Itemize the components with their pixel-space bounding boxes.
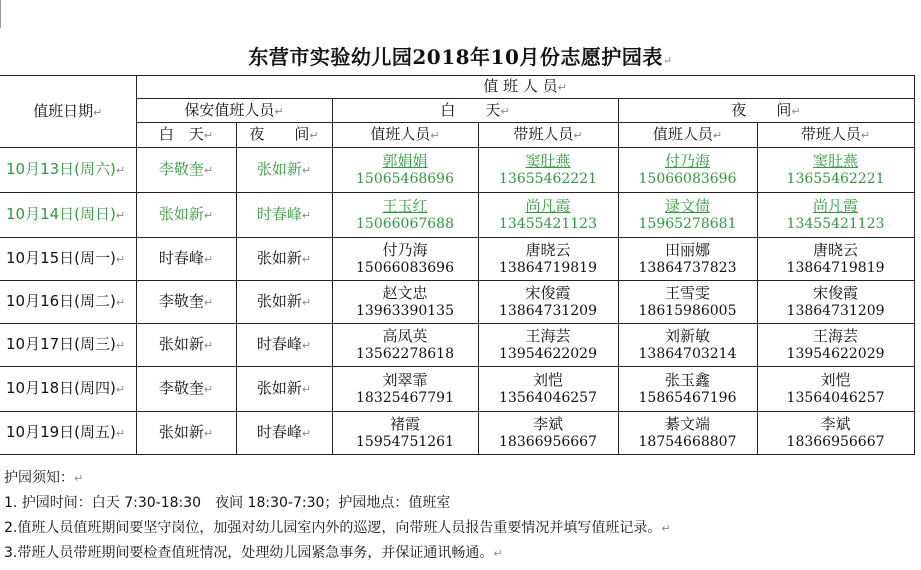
table-row	[0, 367, 914, 412]
person-name: 綦文端	[664, 415, 710, 433]
notes-section	[4, 466, 914, 566]
security-day-cell: 李敬奎↵	[136, 281, 236, 324]
security-day-header: 白 天↵	[136, 123, 236, 148]
security-night-cell: 张如新↵	[236, 148, 332, 193]
table-row	[0, 324, 914, 367]
duty-date-cell: 10月18日(周四)↵	[0, 367, 136, 412]
person-name: 宋俊霞	[525, 284, 571, 302]
day-lead-cell	[478, 281, 618, 324]
security-day-cell: 李敬奎↵	[136, 148, 236, 193]
person-name: 唐晓云	[813, 241, 859, 259]
phone-number: 13564046257	[499, 390, 597, 406]
security-header: 保安值班人员↵	[136, 99, 332, 123]
phone-number: 13562278618	[356, 346, 454, 362]
security-night-header: 夜 间↵	[236, 123, 332, 148]
person-name: 逯文债	[664, 197, 710, 215]
phone-number: 18325467791	[356, 390, 454, 406]
phone-number: 15954751261	[356, 434, 454, 450]
person-name: 李斌	[532, 415, 563, 433]
night-duty-cell	[618, 193, 757, 238]
table-row	[0, 238, 914, 281]
security-day-cell: 张如新↵	[136, 193, 236, 238]
night-duty-header: 值班人员↵	[618, 123, 757, 148]
phone-number: 15065468696	[356, 171, 454, 187]
person-name: 王海芸	[813, 327, 859, 345]
person-name: 张玉鑫	[664, 371, 710, 389]
day-duty-header: 值班人员↵	[332, 123, 478, 148]
person-name: 唐晓云	[525, 241, 571, 259]
night-duty-cell	[618, 367, 757, 412]
day-duty-cell	[332, 281, 478, 324]
night-lead-cell	[757, 281, 914, 324]
person-name: 高凤英	[382, 327, 428, 345]
document-title	[0, 41, 921, 70]
phone-number: 13564046257	[786, 390, 885, 406]
phone-number: 13963390135	[356, 303, 454, 319]
security-night-cell: 张如新↵	[236, 367, 332, 412]
duty-date-cell: 10月17日(周三)↵	[0, 324, 136, 367]
phone-number: 13864737823	[638, 260, 737, 276]
security-night-cell: 时春峰↵	[236, 412, 332, 455]
table-row	[0, 281, 914, 324]
person-name: 王玉红	[382, 197, 428, 215]
phone-number: 15066067688	[356, 216, 454, 232]
duty-date-cell: 10月15日(周一)↵	[0, 238, 136, 281]
day-lead-header: 带班人员↵	[478, 123, 618, 148]
night-lead-cell	[757, 324, 914, 367]
day-lead-cell	[478, 412, 618, 455]
night-duty-cell	[618, 412, 757, 455]
person-name: 付乃海	[664, 152, 710, 170]
notes-heading: 护园须知：↵	[4, 470, 84, 486]
person-name: 王雪雯	[664, 284, 710, 302]
day-header: 白 天↵	[332, 99, 618, 123]
header-row-2	[0, 99, 914, 123]
phone-number: 13864719819	[786, 260, 885, 276]
person-name: 尚凡霞	[813, 197, 859, 215]
night-duty-cell	[618, 281, 757, 324]
security-day-cell: 时春峰↵	[136, 238, 236, 281]
night-header: 夜 间↵	[618, 99, 914, 123]
table-row	[0, 412, 914, 455]
duty-date-cell: 10月13日(周六)↵	[0, 148, 136, 193]
night-lead-cell	[757, 193, 914, 238]
day-duty-cell	[332, 367, 478, 412]
day-duty-cell	[332, 238, 478, 281]
person-name: 郭娟娟	[382, 152, 428, 170]
duty-date-cell: 10月19日(周五)↵	[0, 412, 136, 455]
security-night-cell: 张如新↵	[236, 281, 332, 324]
day-duty-cell	[332, 412, 478, 455]
night-lead-cell	[757, 367, 914, 412]
night-duty-cell	[618, 238, 757, 281]
header-row-1	[0, 76, 914, 99]
day-lead-cell	[478, 148, 618, 193]
phone-number: 18366956667	[499, 434, 597, 450]
day-duty-cell	[332, 324, 478, 367]
night-lead-cell	[757, 412, 914, 455]
paragraph-mark: ↵	[662, 54, 673, 67]
phone-number: 13864731209	[499, 303, 597, 319]
phone-number: 13954622029	[499, 346, 597, 362]
person-name: 刘翠霏	[382, 371, 428, 389]
person-name: 赵文忠	[382, 284, 428, 302]
header-row-3	[0, 123, 914, 148]
duty-staff-header: 值 班 人 员↵	[136, 76, 914, 99]
day-lead-cell	[478, 193, 618, 238]
table-row	[0, 148, 914, 193]
phone-number: 15865467196	[638, 390, 737, 406]
person-name: 窦肚燕	[525, 152, 571, 170]
title-text: 东营市实验幼儿园2018年10月份志愿护园表	[248, 45, 663, 69]
night-lead-cell	[757, 238, 914, 281]
note-item-2: 2.值班人员值班期间要坚守岗位，加强对幼儿园室内外的巡逻，向带班人员报告重要情况并填写值班记录。↵	[4, 520, 671, 536]
phone-number: 15066083696	[638, 171, 737, 187]
day-lead-cell	[478, 324, 618, 367]
person-name: 宋俊霞	[813, 284, 859, 302]
person-name: 刘恺	[532, 371, 563, 389]
person-name: 刘新敏	[664, 327, 710, 345]
person-name: 王海芸	[525, 327, 571, 345]
phone-number: 13655462221	[786, 171, 885, 187]
phone-number: 13864719819	[499, 260, 597, 276]
duty-date-cell: 10月16日(周二)↵	[0, 281, 136, 324]
phone-number: 13655462221	[499, 171, 597, 187]
person-name: 田丽娜	[664, 241, 710, 259]
day-lead-cell	[478, 238, 618, 281]
day-duty-cell	[332, 148, 478, 193]
night-duty-cell	[618, 324, 757, 367]
note-item-3: 3.带班人员带班期间要检查值班情况，处理幼儿园紧急事务，并保证通讯畅通。↵	[4, 545, 503, 561]
phone-number: 18754668807	[638, 434, 737, 450]
person-name: 付乃海	[382, 241, 428, 259]
phone-number: 18366956667	[786, 434, 885, 450]
phone-number: 13864703214	[638, 346, 737, 362]
phone-number: 13954622029	[786, 346, 885, 362]
person-name: 窦肚燕	[813, 152, 859, 170]
duty-table	[0, 75, 915, 455]
note-item-1: 1. 护园时间：白天 7:30-18:30 夜间 18:30-7:30；护园地点：值班室	[4, 495, 451, 511]
person-name: 李斌	[820, 415, 851, 433]
table-row	[0, 193, 914, 238]
phone-number: 13864731209	[786, 303, 885, 319]
phone-number: 15965278681	[638, 216, 737, 232]
duty-date-cell: 10月14日(周日)↵	[0, 193, 136, 238]
date-column-header: 值班日期↵	[0, 76, 136, 148]
night-duty-cell	[618, 148, 757, 193]
security-day-cell: 张如新↵	[136, 324, 236, 367]
page-corner-mark	[0, 0, 5, 28]
security-day-cell: 李敬奎↵	[136, 367, 236, 412]
person-name: 刘恺	[820, 371, 851, 389]
phone-number: 18615986005	[638, 303, 737, 319]
security-night-cell: 张如新↵	[236, 238, 332, 281]
security-night-cell: 时春峰↵	[236, 324, 332, 367]
security-day-cell: 张如新↵	[136, 412, 236, 455]
security-night-cell: 时春峰↵	[236, 193, 332, 238]
person-name: 尚凡霞	[525, 197, 571, 215]
person-name: 褚霞	[389, 415, 420, 433]
phone-number: 13455421123	[786, 216, 885, 232]
phone-number: 15066083696	[356, 260, 454, 276]
duty-table-wrapper	[0, 75, 914, 455]
day-duty-cell	[332, 193, 478, 238]
day-lead-cell	[478, 367, 618, 412]
night-lead-header: 带班人员↵	[757, 123, 914, 148]
duty-rows	[0, 148, 914, 455]
night-lead-cell	[757, 148, 914, 193]
phone-number: 13455421123	[499, 216, 597, 232]
